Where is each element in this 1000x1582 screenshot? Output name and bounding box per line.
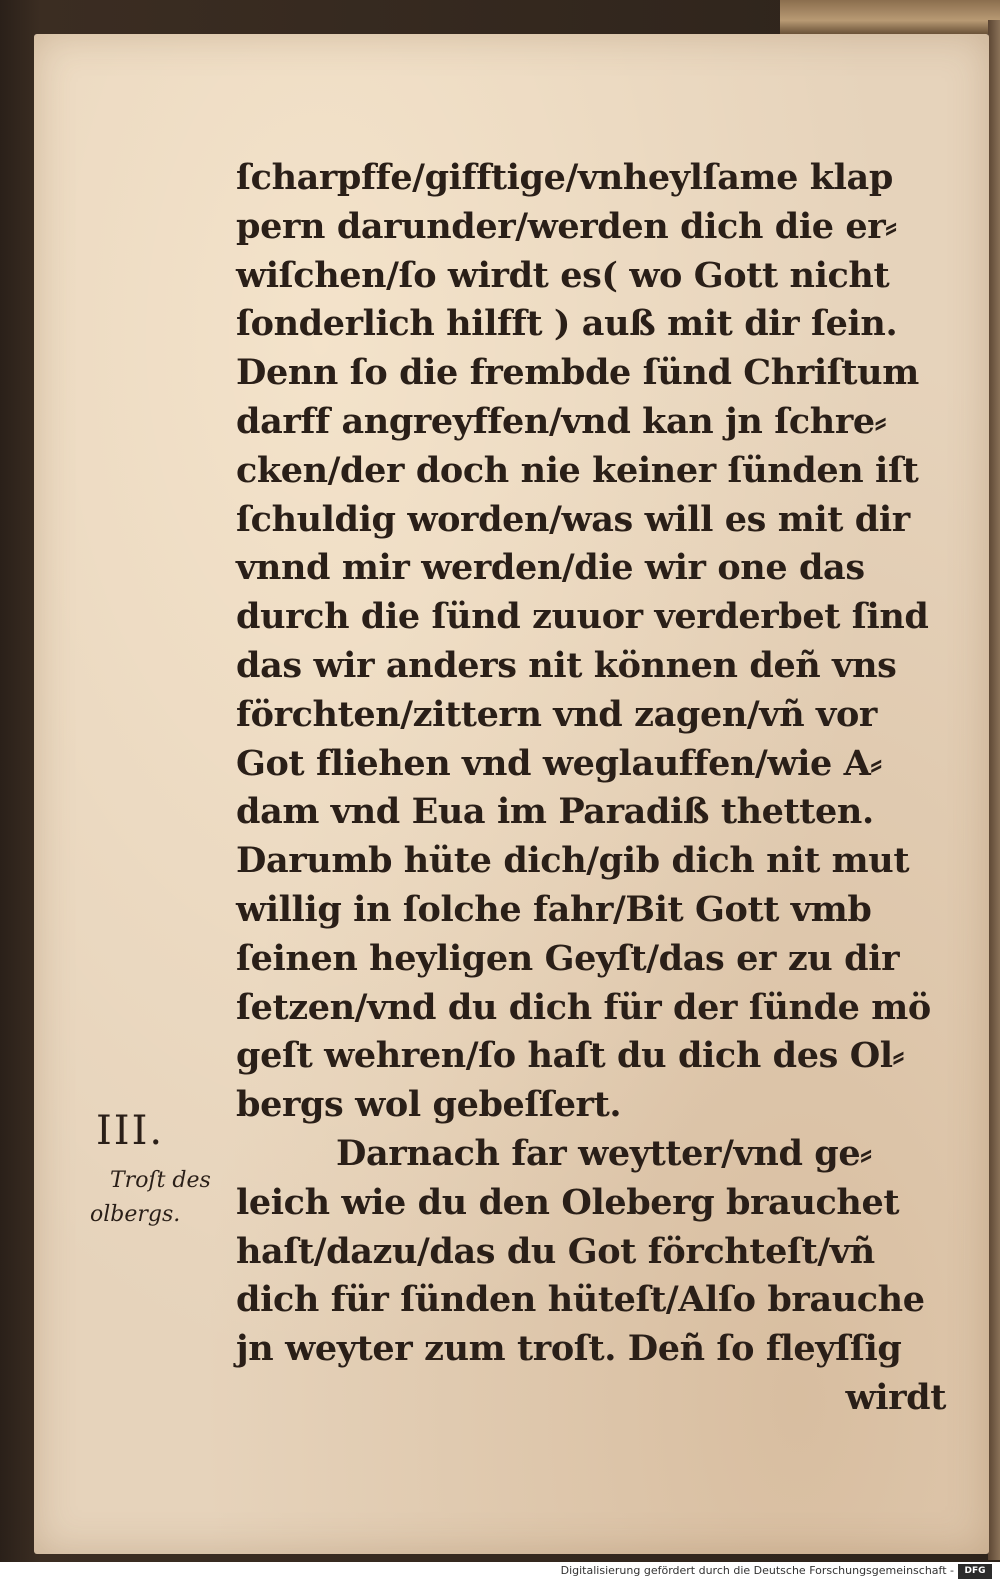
text-line: ſchuldig worden/was will es mit dir <box>236 498 910 540</box>
margin-note: olbergs. <box>90 1202 181 1227</box>
margin-note: Troſt des <box>110 1168 211 1193</box>
text-line: Darumb hüte dich/gib dich nit mut <box>236 840 910 882</box>
text-line: durch die ſünd zuuor verderbet ſind <box>236 596 929 638</box>
funding-credit: Digitalisierung gefördert durch die Deutsche Forschungsgemeinschaft - <box>560 1564 954 1577</box>
text-line: Denn ſo die frembde ſünd Chriſtum <box>236 352 919 394</box>
text-line: ſonderlich hilfft ) auß mit dir ſein. <box>236 303 898 345</box>
text-line: willig in ſolche fahr/Bit Gott vmb <box>236 888 872 930</box>
book-edge-right <box>988 20 1000 1560</box>
text-line: förchten/zittern vnd zagen/vñ vor <box>236 693 877 735</box>
text-line: ſcharpffe/gifftige/vnheylſame klap <box>236 157 893 198</box>
text-line: dam vnd Eua im Paradiß thetten. <box>236 791 874 833</box>
text-line: das wir anders nit können deñ vns <box>236 644 897 686</box>
paragraph-start-line: Darnach far weytter/vnd ge⸗ <box>336 1132 872 1174</box>
text-line: wiſchen/ſo wirdt es( wo Gott nicht <box>236 254 890 296</box>
text-line: ſeinen heyligen Geyſt/das er zu dir <box>236 937 900 979</box>
catchword: wirdt <box>845 1376 946 1418</box>
main-text-block <box>236 154 956 1423</box>
text-line: bergs wol gebeſſert. <box>236 1084 622 1126</box>
text-line: leich wie du den Oleberg brauchet <box>236 1181 900 1223</box>
text-line: dich für ſünden hüteſt/Alſo brauche <box>236 1279 925 1321</box>
text-line: haſt/dazu/das du Got förchteſt/vñ <box>236 1230 875 1272</box>
text-line: vnnd mir werden/die wir one das <box>236 547 865 589</box>
text-line: jn weyter zum troſt. Deñ ſo fleyſſig <box>236 1328 902 1370</box>
text-line: ſetzen/vnd du dich für der ſünde mö <box>236 986 931 1028</box>
text-line: pern darunder/werden dich die er⸗ <box>236 205 897 247</box>
text-line: geſt wehren/ſo haſt du dich des Ol⸗ <box>236 1035 904 1077</box>
text-line: Got fliehen vnd weglauffen/wie A⸗ <box>236 742 882 784</box>
book-page <box>34 34 989 1554</box>
text-line: cken/der doch nie keiner ſünden iſt <box>236 449 919 491</box>
book-edge-top <box>780 0 1000 34</box>
dfg-logo: DFG <box>958 1564 992 1579</box>
text-line: darff angreyffen/vnd kan jn ſchre⸗ <box>236 400 887 442</box>
margin-section-number: III. <box>96 1108 165 1154</box>
